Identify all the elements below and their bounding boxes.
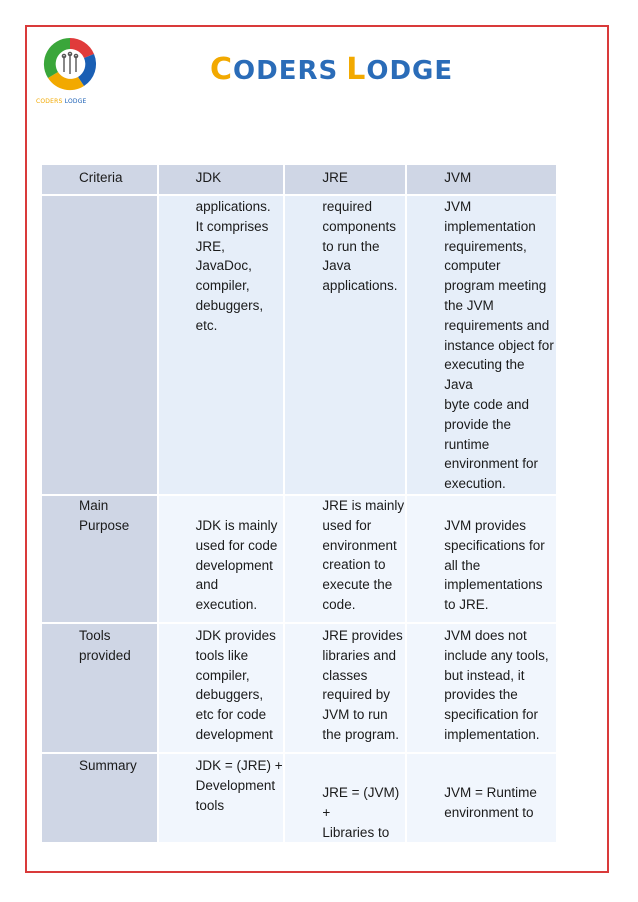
table-row: [42, 623, 557, 753]
row-jre-cell: JRE provides libraries and classes required by JVM to run the program.: [284, 623, 406, 753]
coders-lodge-logo-icon: [40, 34, 100, 94]
logo-caption: CODERS LODGE: [36, 98, 87, 105]
header-jdk: JDK: [158, 165, 285, 195]
row-jre-cell: required components to run the Java applications.: [284, 195, 406, 495]
row-criteria-cell: Main Purpose: [42, 495, 158, 623]
header-criteria: Criteria: [42, 165, 158, 195]
row-jdk-cell: JDK is mainly used for code development and execution.: [158, 495, 285, 623]
brand-title: CODERS LODGE: [210, 52, 454, 87]
row-jdk-cell: JDK = (JRE) + Development tools: [158, 753, 285, 843]
table-row: [42, 753, 557, 843]
header-jre: JRE: [284, 165, 406, 195]
row-jvm-cell: JVM does not include any tools, but instead, it provides the specification for implementation.: [406, 623, 557, 753]
comparison-table: [42, 165, 558, 844]
row-jvm-cell: JVM = Runtime environment to: [406, 753, 557, 843]
table-row: [42, 495, 557, 623]
row-jvm-cell: JVM implementation requirements, computer program meeting the JVM requirements and instance object for executing the Java byte code and provide the runtime environment for execution.: [406, 195, 557, 495]
row-jdk-cell: JDK provides tools like compiler, debuggers, etc for code development: [158, 623, 285, 753]
table-header-row: [42, 165, 557, 195]
row-jre-cell: JRE = (JVM) + Libraries to: [284, 753, 406, 843]
row-jre-cell: JRE is mainly used for environment creation to execute the code.: [284, 495, 406, 623]
row-jdk-cell: applications. It comprises JRE, JavaDoc, compiler, debuggers, etc.: [158, 195, 285, 495]
header-jvm: JVM: [406, 165, 557, 195]
row-jvm-cell: JVM provides specifications for all the implementations to JRE.: [406, 495, 557, 623]
row-criteria-cell: [42, 195, 158, 495]
row-criteria-cell: Tools provided: [42, 623, 158, 753]
row-criteria-cell: Summary: [42, 753, 158, 843]
table-row: [42, 195, 557, 495]
